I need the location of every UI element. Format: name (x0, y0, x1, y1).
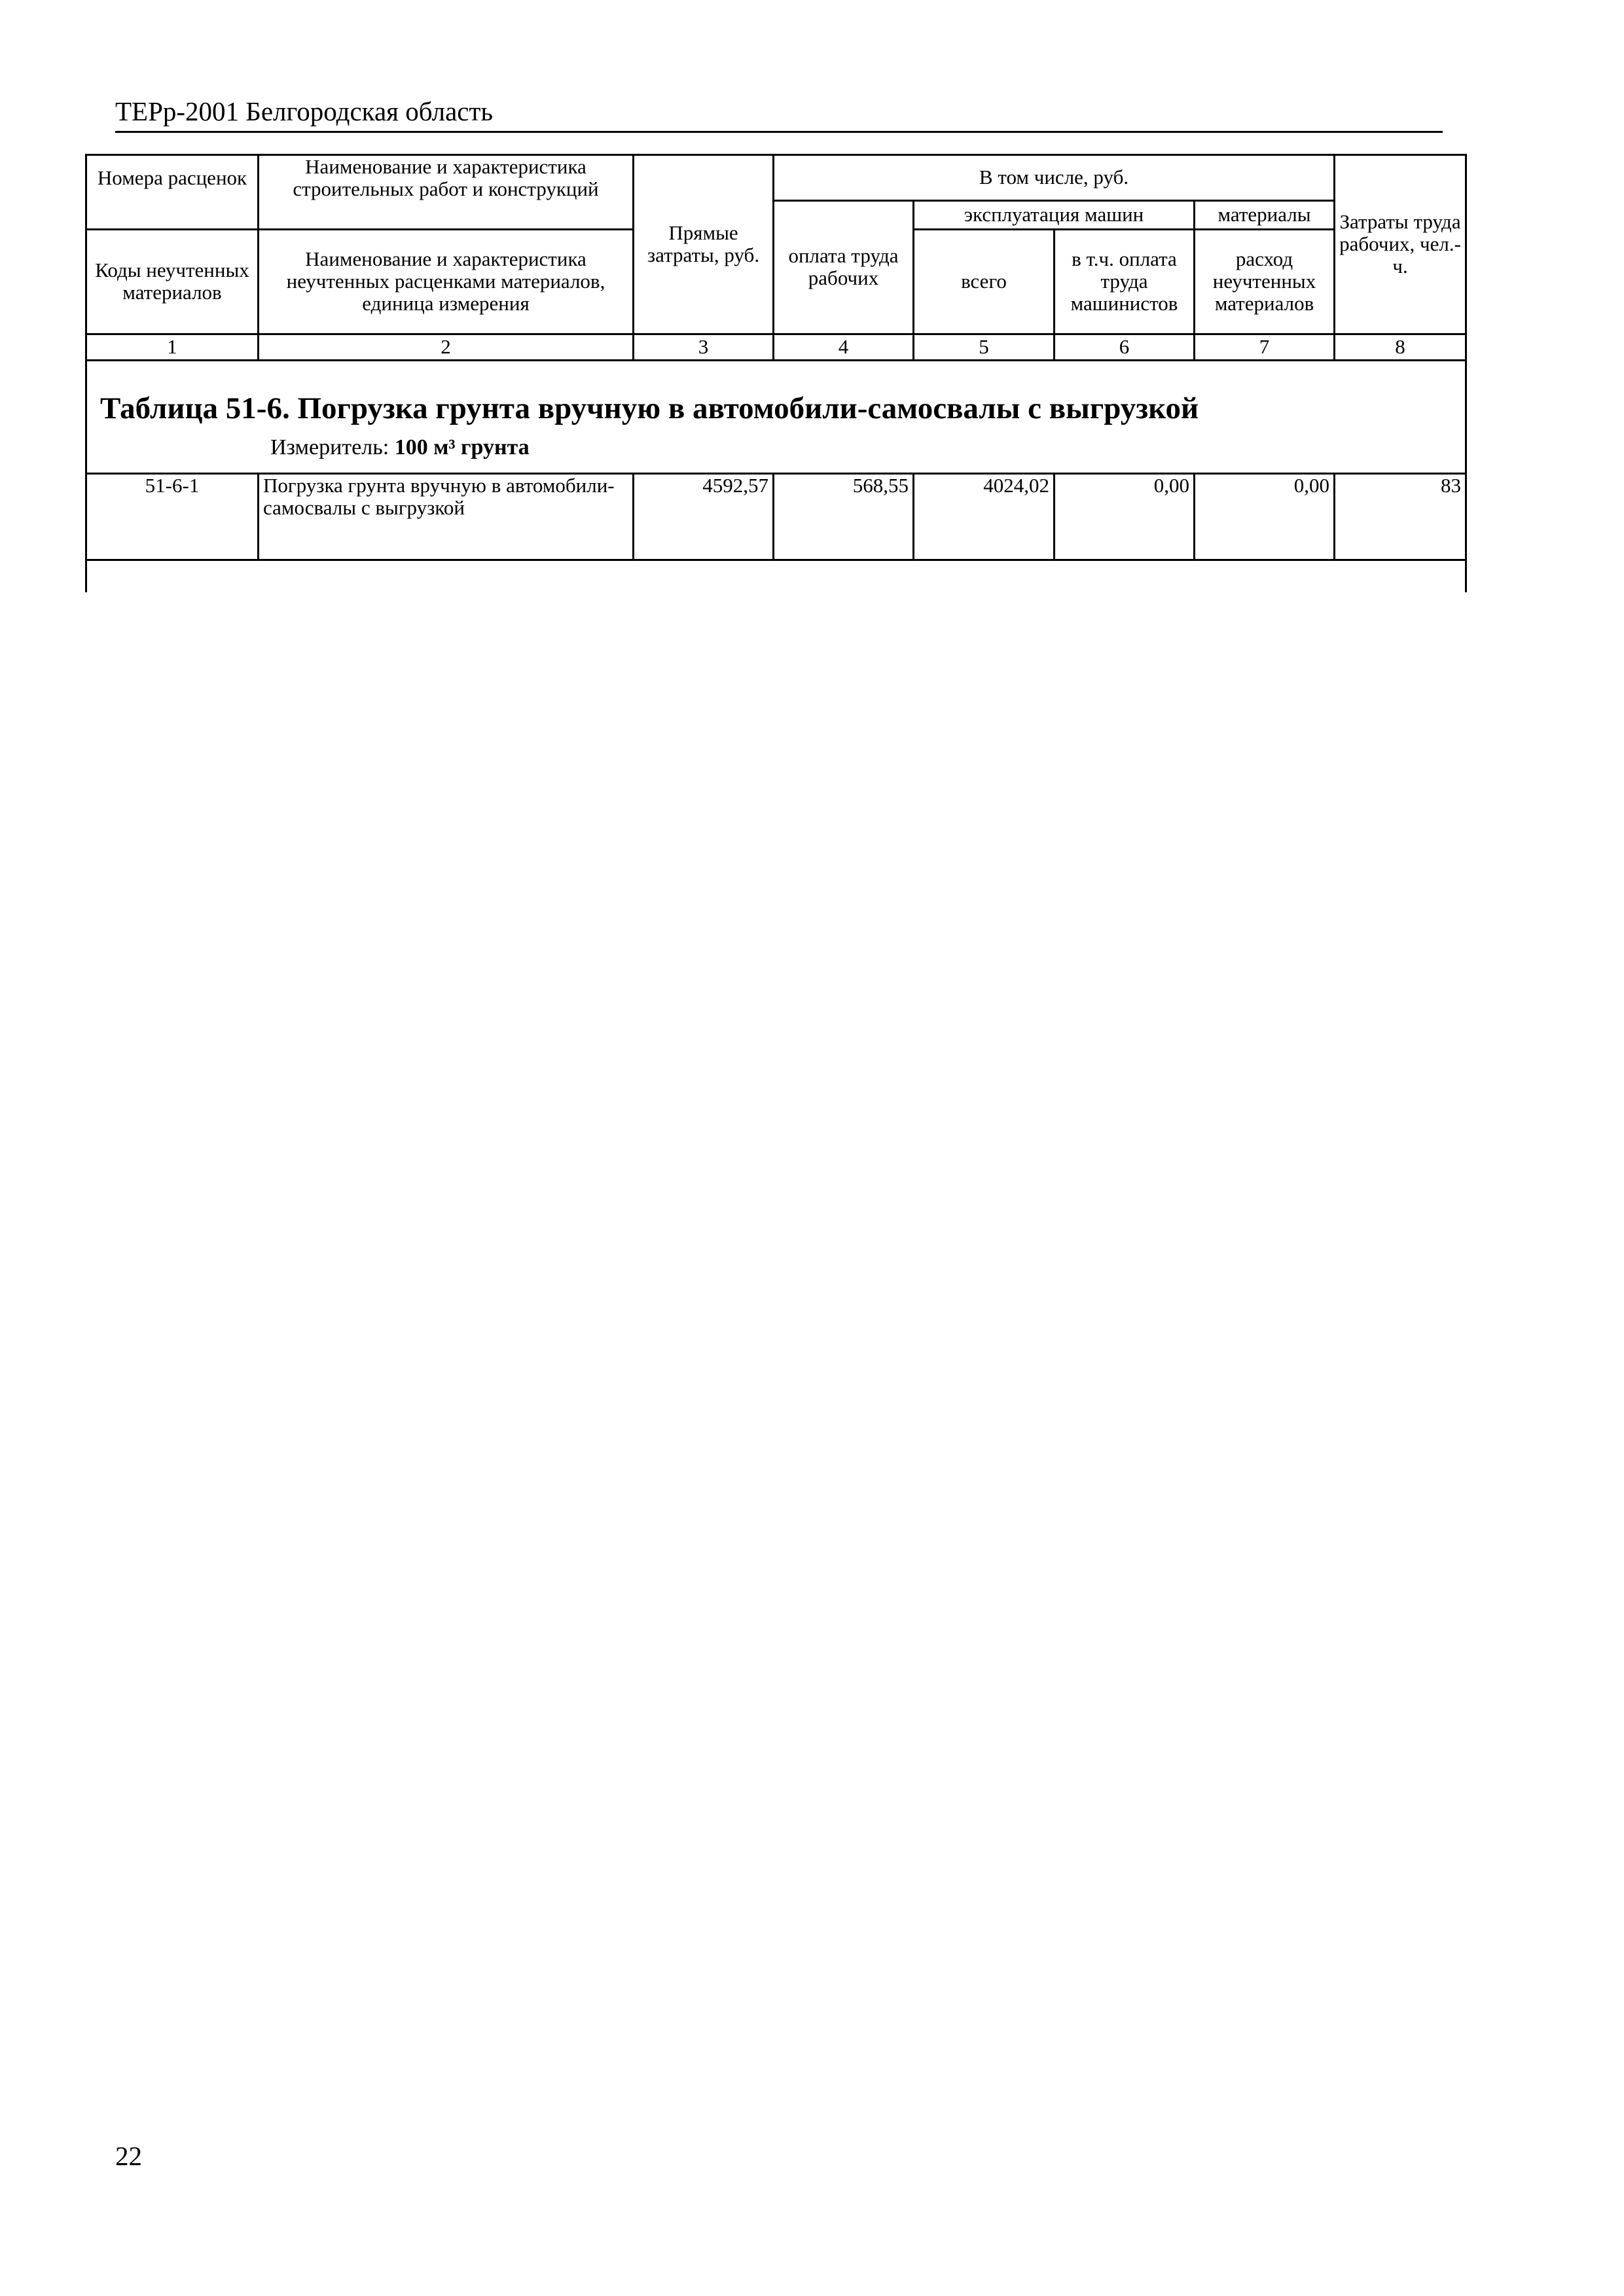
col2-header-bottom: Наименование и характеристика неучтенных расценками материалов, единица измерения (259, 229, 634, 334)
col6-header: в т.ч. оплата труда машинистов (1055, 229, 1195, 334)
header-rule (115, 131, 1443, 133)
col3-header: Прямые затраты, руб. (634, 155, 774, 334)
row-labor-hours: 83 (1335, 473, 1466, 560)
col7-header: расход неучтенных материалов (1195, 229, 1335, 334)
col1-header-top: Номера расценок (86, 155, 259, 201)
col8-header: Затраты труда рабочих, чел.-ч. (1335, 155, 1466, 334)
col2-header-top: Наименование и характеристика строительных работ и конструкций (259, 155, 634, 201)
materials-header: материалы (1195, 200, 1335, 229)
row-direct-cost: 4592,57 (634, 473, 774, 560)
column-number: 7 (1195, 334, 1335, 360)
col1-header-spacer (86, 200, 259, 229)
included-header: В том числе, руб. (774, 155, 1335, 201)
column-number: 1 (86, 334, 259, 360)
document-header-title: ТЕРр-2001 Белгородская область (115, 96, 494, 126)
row-name: Погрузка грунта вручную в автомобили-самосвалы с выгрузкой (259, 473, 634, 560)
section-header (86, 360, 1466, 473)
col1-header-bottom: Коды неучтенных материалов (86, 229, 259, 334)
column-number: 8 (1335, 334, 1466, 360)
row-machines-total: 4024,02 (914, 473, 1055, 560)
column-number: 4 (774, 334, 914, 360)
row-materials: 0,00 (1195, 473, 1335, 560)
col2-header-spacer (259, 200, 634, 229)
row-labor-cost: 568,55 (774, 473, 914, 560)
row-machines-labor: 0,00 (1055, 473, 1195, 560)
column-number: 6 (1055, 334, 1195, 360)
page-number: 22 (115, 2141, 142, 2171)
measure-value: 100 м³ грунта (394, 435, 530, 459)
col4-header: оплата труда рабочих (774, 200, 914, 334)
column-number: 5 (914, 334, 1055, 360)
price-table (85, 154, 1467, 592)
section-title: Таблица 51-6. Погрузка грунта вручную в автомобили-самосвалы с выгрузкой (100, 391, 1199, 425)
column-number: 3 (634, 334, 774, 360)
machines-header: эксплуатация машин (914, 200, 1195, 229)
table-row (86, 473, 1466, 560)
col5-header: всего (914, 229, 1055, 334)
measure-label: Измеритель: (270, 435, 389, 459)
column-number: 2 (259, 334, 634, 360)
measure-line (87, 427, 1465, 462)
table-continuation (86, 560, 1466, 592)
row-code: 51-6-1 (86, 473, 259, 560)
